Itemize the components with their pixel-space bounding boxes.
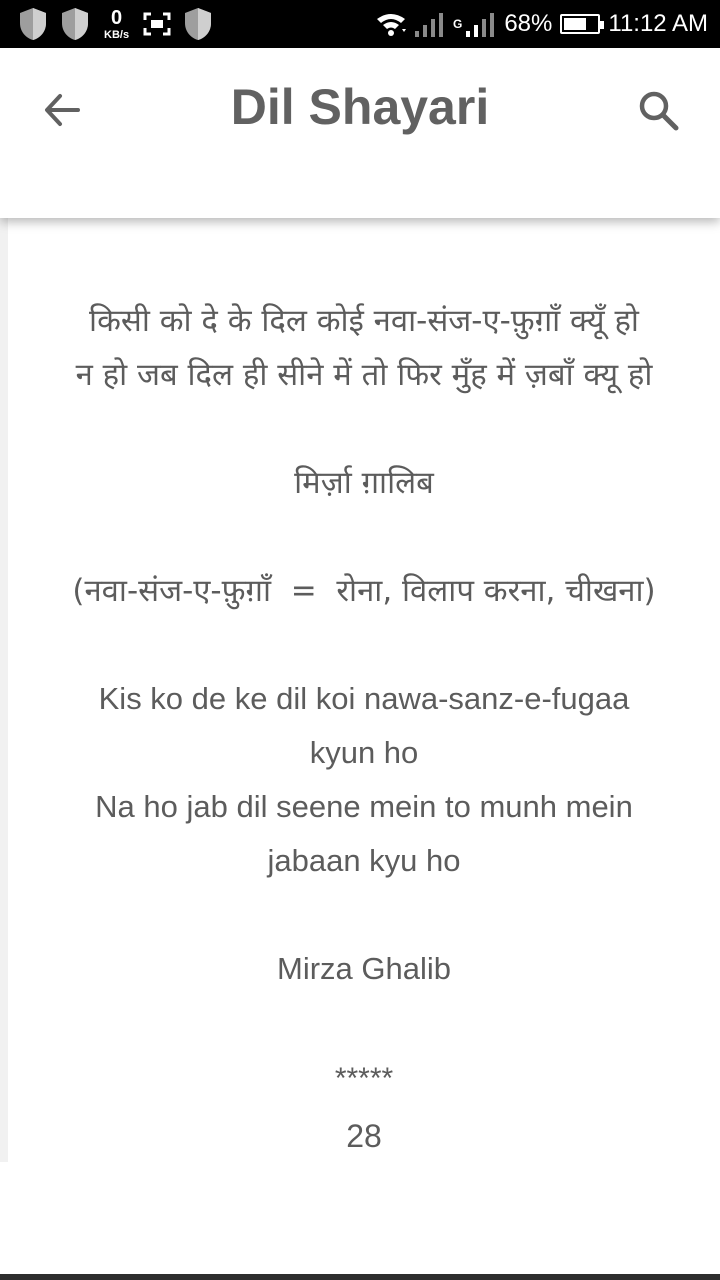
navigation-bar-edge (0, 1274, 720, 1280)
app-bar (0, 48, 720, 218)
search-button[interactable] (634, 86, 682, 134)
shayari-card (8, 218, 720, 1162)
roman-line: Na ho jab dil seene mein to munh mein (95, 789, 633, 824)
signal-icon (466, 11, 496, 37)
search-icon (636, 88, 680, 132)
separator-stars: ***** (334, 1062, 394, 1095)
word-meaning: (नवा-संज-ए-फ़ुग़ाँ = रोना, विलाप करना, चीखना) (72, 573, 656, 609)
status-right-icons (375, 0, 708, 48)
hindi-line: न हो जब दिल ही सीने में तो फिर मुँह में ज़बाँ क्यू हो (75, 357, 653, 393)
signal-icon (415, 11, 445, 37)
page-title: Dil Shayari (230, 79, 490, 135)
shayari-number: 28 (346, 1118, 382, 1154)
shayari-content (8, 294, 720, 1164)
roman-line: kyun ho (309, 735, 419, 770)
roman-author: Mirza Ghalib (277, 951, 451, 986)
roman-line: jabaan kyu ho (267, 843, 461, 878)
network-speed (104, 8, 129, 41)
status-bar (0, 0, 720, 48)
network-speed-unit: KB/s (104, 28, 130, 41)
bottom-area (0, 1162, 720, 1274)
network-speed-value: 0 (110, 6, 123, 29)
shield-icon (183, 7, 213, 41)
battery-percent: 68% (504, 10, 553, 37)
status-time: 11:12 AM (608, 10, 708, 37)
wifi-icon (375, 11, 407, 37)
roman-line: Kis ko de ke dil koi nawa-sanz-e-fugaa (98, 681, 630, 716)
shield-icon (60, 7, 90, 41)
hindi-author: मिर्ज़ा ग़ालिब (294, 465, 434, 501)
hindi-line: किसी को दे के दिल कोई नवा-संज-ए-फ़ुग़ाँ क्यूँ हो (89, 303, 639, 339)
shield-icon (18, 7, 48, 41)
network-type-label: G (452, 17, 463, 31)
screenshot-icon (143, 12, 171, 36)
battery-fill (564, 18, 586, 30)
battery-icon (560, 14, 600, 34)
status-left-icons (18, 7, 213, 41)
